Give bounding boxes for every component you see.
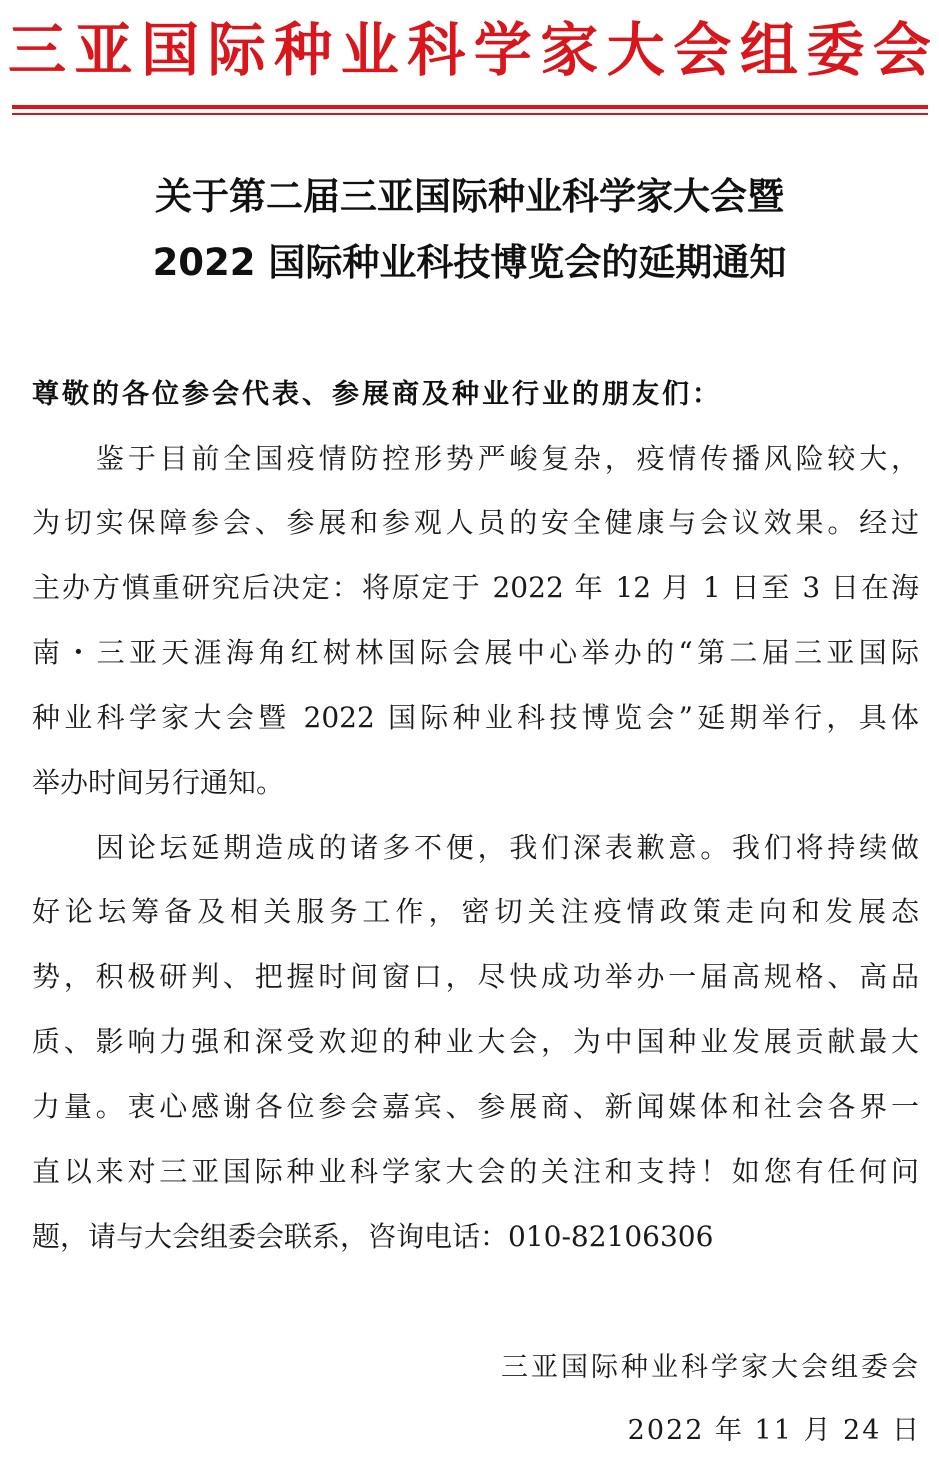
notice-title-line-1: 关于第二届三亚国际种业科学家大会暨 (155, 175, 784, 218)
paragraph-line: 为切实保障参会、参展和参观人员的安全健康与会议效果。经过 (32, 506, 919, 539)
paragraph-line: 力量。衷心感谢各位参会嘉宾、参展商、新闻媒体和社会各界一 (32, 1090, 919, 1123)
letterhead-char: 种 (274, 16, 333, 84)
paragraph-line: 鉴于目前全国疫情防控形势严峻复杂，疫情传播风险较大， (96, 442, 919, 475)
letterhead-char: 业 (340, 16, 399, 84)
letterhead-char: 三 (8, 16, 67, 84)
letterhead-char: 国 (141, 16, 200, 84)
letterhead-char: 委 (806, 16, 865, 84)
letterhead-char: 亚 (74, 16, 133, 84)
letterhead-char: 科 (407, 16, 466, 84)
paragraph-line: 质、影响力强和深受欢迎的种业大会，为中国种业发展贡献最大 (32, 1025, 919, 1058)
letterhead-char: 组 (739, 16, 798, 84)
signature-organization: 三亚国际种业科学家大会组委会 (501, 1352, 921, 1383)
letterhead-char: 大 (606, 16, 665, 84)
paragraph-line: 种业科学家大会暨 2022 国际种业科技博览会”延期举行，具体 (32, 701, 919, 734)
paragraph-line: 举办时间另行通知。 (32, 766, 285, 799)
letterhead-organization (8, 14, 931, 86)
letterhead-char: 会 (673, 16, 732, 84)
paragraph-line: 题，请与大会组委会联系，咨询电话：010-82106306 (32, 1220, 714, 1253)
letterhead-char: 会 (872, 16, 931, 84)
paragraph-line: 好论坛筹备及相关服务工作，密切关注疫情政策走向和发展态 (32, 895, 919, 928)
notice-title-line-2: 2022 国际种业科技博览会的延期通知 (152, 241, 787, 284)
letterhead-divider-thick (12, 105, 928, 109)
paragraph-line: 势，积极研判、把握时间窗口，尽快成功举办一届高规格、高品 (32, 960, 919, 993)
letterhead-char: 学 (473, 16, 532, 84)
signature-date: 2022 年 11 月 24 日 (627, 1415, 921, 1446)
paragraph-line: 因论坛延期造成的诸多不便，我们深表歉意。我们将持续做 (96, 831, 919, 864)
salutation: 尊敬的各位参会代表、参展商及种业行业的朋友们： (32, 379, 722, 410)
letterhead-char: 家 (540, 16, 599, 84)
letterhead-char: 际 (207, 16, 266, 84)
paragraph-line: 主办方慎重研究后决定：将原定于 2022 年 12 月 1 日至 3 日在海 (32, 571, 919, 604)
letterhead-divider-thin (12, 113, 928, 115)
paragraph-line: 南・三亚天涯海角红树林国际会展中心举办的“第二届三亚国际 (32, 636, 919, 669)
paragraph-line: 直以来对三亚国际种业科学家大会的关注和支持！如您有任何问 (32, 1155, 919, 1188)
